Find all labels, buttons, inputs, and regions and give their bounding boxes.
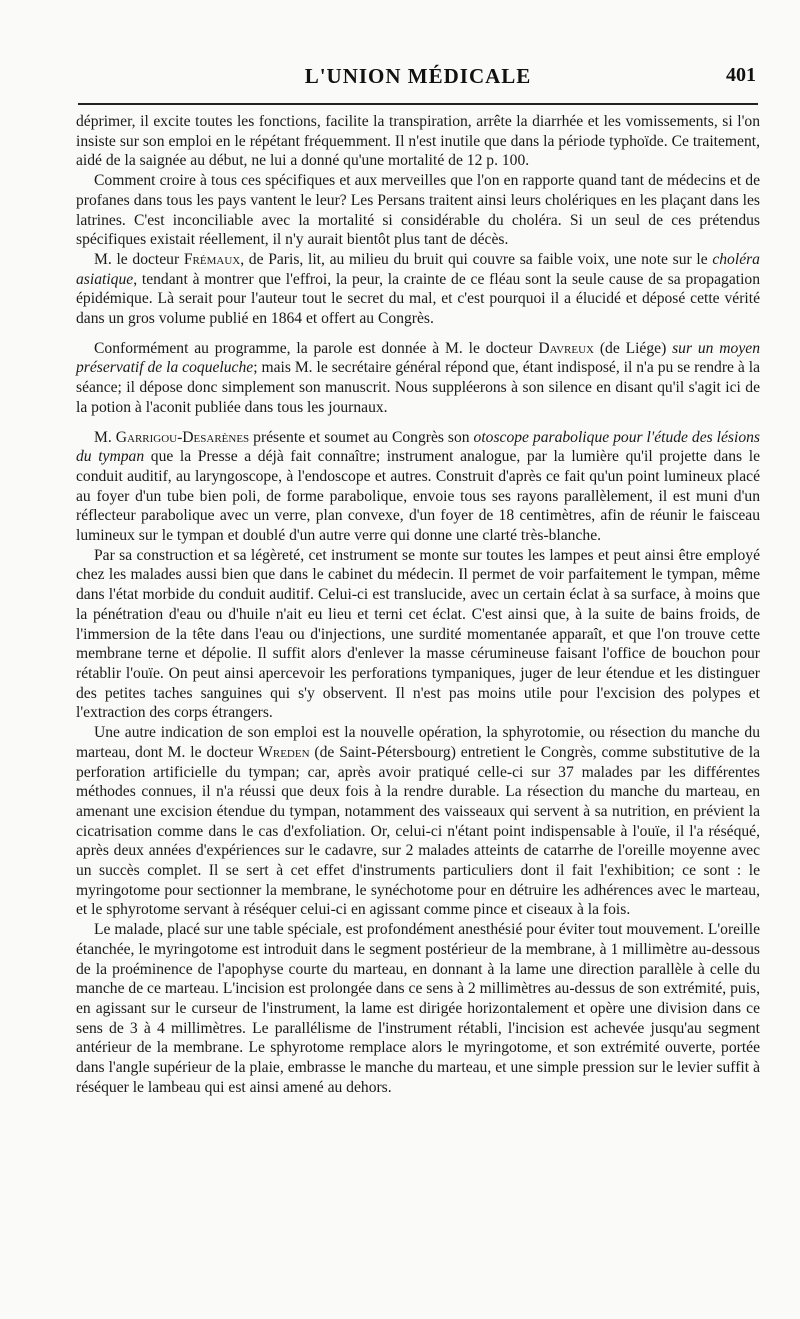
paragraph bbox=[76, 112, 760, 171]
text-run: Conformément au programme, la parole est donnée à M. le docteur bbox=[94, 339, 539, 357]
text-run: , de Paris, lit, au milieu du bruit qui couvre sa faible voix, une note sur le bbox=[240, 250, 713, 268]
text-run: M. le docteur bbox=[94, 250, 184, 268]
person-name: Davreux bbox=[538, 339, 594, 357]
text-run: (de Liége) bbox=[594, 339, 673, 357]
italic-title: choléra asiatique bbox=[76, 250, 760, 288]
text-run: Par sa construction et sa légèreté, cet instrument se monte sur toutes les lampes et peut ainsi être employé chez les malades aussi bien que dans le cabinet du médecin. Il permet de voir parfaitement le tympan, même dans l'état morbide du conduit auditif. Celui-ci est translucide, avec un certain éclat à sa surface, à moins que la pénétration d'eau ou d'huile n'ait eu lieu et terni cet éclat. C'est ainsi que, à la suite de bains froids, de l'immersion de la tête dans l'eau ou d'injections, une surdité momentanée apparaît, et que l'on trouve cette membrane terne et dépolie. Il suffit alors d'enlever la masse cérumineuse faisant l'office de bouchon pour rétablir l'ouïe. On peut ainsi apercevoir les perforations tympaniques, juger de leur étendue et les distinguer des petites taches sanguines qui s'y observent. Il n'est pas moins utile pour l'excision des polypes et l'extraction des corps étrangers. bbox=[76, 546, 760, 722]
text-run: Le malade, placé sur une table spéciale, est profondément anesthésié pour éviter tout mouvement. L'oreille étanchée, le myringotome est introduit dans le segment postérieur de la membrane, à 1 millimètre au-dessous de la proéminence de l'apophyse courte du marteau, en donnant à la lame une direction parallèle à celle du manche de ce marteau. L'incision est prolongée dans ce sens à 2 millimètres au-dessus de son extrémité, puis, en agissant sur le curseur de l'instrument, la lame est dirigée horizontalement et opère une division dans ce sens de 3 à 4 millimètres. Le parallélisme de l'instrument rétabli, l'incision est achevée jusqu'au segment antérieur de la membrane. Le sphyrotome remplace alors le myringotome, et son extrémité ouverte, portée dans l'angle supérieur de la plaie, embrasse le manche du marteau, et une simple pression sur le levier suffit à réséquer le lambeau qui est ainsi amené au dehors. bbox=[76, 921, 760, 1096]
body-text bbox=[76, 112, 760, 1097]
paragraph bbox=[76, 723, 760, 920]
text-run: déprimer, il excite toutes les fonctions, facilite la transpiration, arrête la diarrhée et les vomissements, si l'on insiste sur son emploi en le répétant fréquemment. Il n'est inutile que dans la période typhoïde. Ce traitement, aidé de la saignée au début, ne lui a donné qu'une mortalité de 12 p. 100. bbox=[76, 113, 760, 170]
page-header bbox=[78, 58, 758, 96]
text-run: présente et soumet au Congrès son bbox=[249, 428, 474, 446]
text-run: que la Presse a déjà fait connaître; instrument analogue, par la lumière qu'il projette dans le conduit auditif, au laryngoscope, à l'endoscope et autres. Construit d'après ce fait qu'un point lumineux placé au foyer d'un tube bien poli, de forme parabolique, envoie tous ses rayons parallèlement, il est muni d'un réflecteur parabolique avec un verre, plan convexe, d'un foyer de 18 centimètres, afin de réunir le faisceau lumineux sur le tympan et doublé d'un autre verre qui donne une clarté très-blanche. bbox=[76, 448, 760, 545]
paragraph bbox=[76, 428, 760, 546]
page-number: 401 bbox=[726, 64, 756, 86]
running-title: L'UNION MÉDICALE bbox=[304, 64, 532, 88]
italic-title: sur un moyen préservatif de la coqueluche bbox=[76, 339, 760, 377]
text-run: Une autre indication de son emploi est la nouvelle opération, la sphyrotomie, ou résection du manche du marteau, dont M. le docteur bbox=[76, 724, 760, 761]
header-rule bbox=[78, 103, 758, 105]
paragraph bbox=[76, 546, 760, 723]
text-run: , tendant à montrer que l'effroi, la peur, la crainte de ce fléau sont la seule cause de sa propagation épidémique. Là serait pour l'auteur tout le secret du mal, et c'est pourquoi il a élucidé et déposé cette vérité dans un gros volume publié en 1864 et offert au Congrès. bbox=[76, 270, 760, 328]
person-name: Frémaux bbox=[183, 250, 241, 268]
paragraph bbox=[76, 920, 760, 1097]
paragraph bbox=[76, 339, 760, 418]
text-run: (de Saint-Pétersbourg) entretient le Congrès, comme substitutive de la perforation artificielle du tympan; car, après avoir pratiqué celle-ci sur 37 malades par les différentes méthodes connues, il n'a réussi que deux fois à la rendre durable. La résection du manche du marteau, en amenant une excision étendue du tympan, notamment des vaisseaux qui servent à sa nutrition, en prévient la cicatrisation comme dans le cas d'exfoliation. Or, celui-ci n'étant point indispensable à l'ouïe, il l'a réséqué, après deux années d'expériences sur le cadavre, sur 2 malades atteints de catarrhe de l'oreille moyenne avec un succès complet. Il se sert à cet effet d'instruments particuliers dont il fait l'exhibition; ce sont : le myringotome pour sectionner la membrane, le synéchotome pour en détruire les adhérences avec le marteau, et le sphyrotome servant à réséquer celui-ci en agissant comme pince et ciseaux à la fois. bbox=[76, 743, 761, 919]
paragraph bbox=[76, 250, 760, 329]
person-name: Garrigou-Desarènes bbox=[115, 428, 250, 446]
paragraph bbox=[76, 171, 760, 250]
italic-title: otoscope parabolique pour l'étude des lésions du tympan bbox=[76, 428, 760, 466]
text-run: M. bbox=[94, 428, 116, 446]
person-name: Wreden bbox=[258, 743, 310, 761]
text-run: Comment croire à tous ces spécifiques et aux merveilles que l'on en rapporte quand tant de médecins et de profanes dans tous les pays vantent le leur? Les Persans traitent ainsi leurs cholériques en les plaçant dans les latrines. C'est inconciliable avec la mortalité si considérable du choléra. Si un seul de ces prétendus spécifiques existait réellement, il n'y aurait bientôt plus tant de décès. bbox=[76, 172, 760, 249]
text-run: ; mais M. le secrétaire général répond que, étant indisposé, il n'a pu se rendre à la séance; il dépose donc simplement son manuscrit. Nous suppléerons à son silence en disant qu'il s'agit ici de la potion à l'aconit publiée dans tous les journaux. bbox=[76, 359, 760, 416]
